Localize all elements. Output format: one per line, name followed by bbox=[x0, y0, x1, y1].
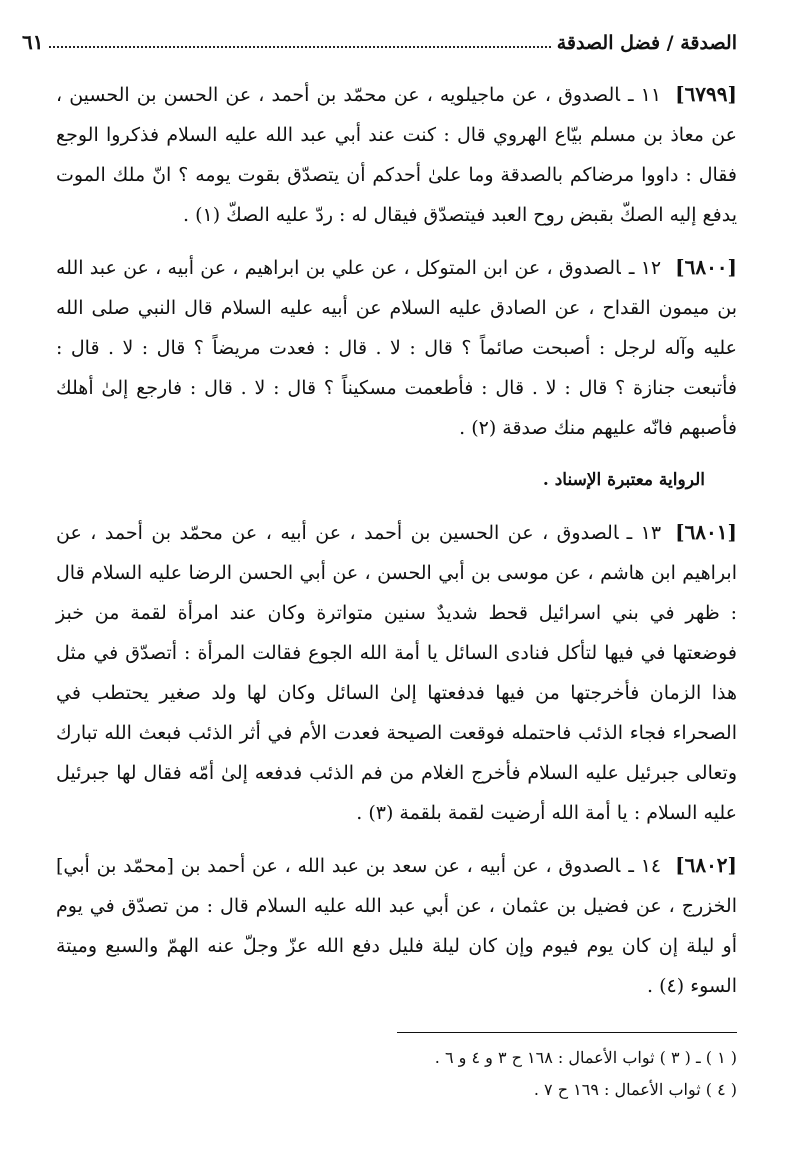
footnote: ( ١ ) ـ ( ٣ ) ثواب الأعمال : ١٦٨ ح ٣ و ٤ و ٦ . bbox=[434, 1048, 737, 1067]
chain-assessment-note: الرواية معتبرة الإسناد . bbox=[542, 470, 705, 490]
hadith-index: ١٢ ـ bbox=[628, 257, 662, 279]
spacer bbox=[56, 833, 737, 845]
footnote-separator bbox=[397, 1032, 737, 1033]
hadith-paragraph bbox=[56, 247, 737, 448]
hadith-text: الصدوق ، عن ماجيلويه ، عن محمّد بن أحمد ، عن الحسن بن الحسين ، عن معاذ بن مسلم بيّاع الهروي قال : كنت عند أبي عبد الله عليه السلام فذكروا الوجع فقال : داووا مرضاكم بالصدقة وما علىٰ أحدكم أن يتصدّق بقوت يومه ؟ انّ ملك الموت يدفع إليه الصكّ بقبض روح العبد فيتصدّق فيقال له : ردّ عليه الصكّ (١) . bbox=[56, 84, 737, 226]
page-body bbox=[56, 74, 737, 1006]
hadith-paragraph bbox=[56, 845, 737, 1006]
hadith-number: [٦٧٩٩] bbox=[675, 82, 737, 106]
hadith-text: الصدوق ، عن ابن المتوكل ، عن علي بن ابراهيم ، عن أبيه ، عن عبد الله بن ميمون القداح ، عن الصادق عليه السلام عن أبيه عليه السلام قال النبي صلى الله عليه وآله لرجل : أصبحت صائماً ؟ قال : لا . قال : فعدت مريضاً ؟ قال : لا . قال : فأتبعت جنازة ؟ قال : لا . قال : فأطعمت مسكيناً ؟ قال : لا . قال : فارجع إلىٰ أهلك فأصبهم فانّه عليهم منك صدقة (٢) . bbox=[56, 257, 737, 439]
hadith-number: [٦٨٠٢] bbox=[675, 853, 738, 877]
hadith-number: [٦٨٠٠] bbox=[675, 255, 738, 279]
page-number: ٦١ bbox=[22, 30, 44, 54]
hadith-text: الصدوق ، عن أبيه ، عن سعد بن عبد الله ، عن أحمد بن [محمّد بن أبي] الخزرج ، عن فضيل بن عثمان ، عن أبي عبد الله عليه السلام قال : من تصدّق في يوم أو ليلة إن كان يوم فيوم وإن كان ليلة فليل دفع الله عزّ وجلّ عنه الهمّ والسبع وميتة السوء (٤) . bbox=[56, 855, 738, 997]
spacer bbox=[56, 235, 737, 247]
hadith-number: [٦٨٠١] bbox=[675, 520, 737, 544]
hadith-index: ١١ ـ bbox=[628, 84, 662, 106]
hadith-index: ١٣ ـ bbox=[626, 522, 662, 544]
running-title: الصدقة / فضل الصدقة bbox=[556, 32, 737, 54]
hadith-text: الصدوق ، عن الحسين بن أحمد ، عن أبيه ، عن محمّد بن أحمد ، عن ابراهيم ابن هاشم ، عن موسى بن أبي الحسن ، عن أبي الحسن الرضا عليه السلام قال : ظهر في بني اسرائيل قحط شديدٌ سنين متواترة وكان عند امرأة لقمة من خبز فوضعتها في فيها لتأكل فنادى السائل يا أمة الله الجوع فقالت المرأة : أتصدّق في مثل هذا الزمان فأخرجتها من فيها فدفعتها إلىٰ السائل وكان لها ولد صغير يحتطب في الصحراء فجاء الذئب فاحتمله فوقعت الصيحة فعدت الأم في أثر الذئب فبعث الله تبارك وتعالى جبرئيل عليه السلام فأخرج الغلام من فم الذئب فدفعه إلىٰ أمّه فقال لها جبرئيل عليه السلام : يا أمة الله أرضيت لقمة بلقمة (٣) . bbox=[56, 522, 737, 824]
hadith-index: ١٤ ـ bbox=[628, 855, 662, 877]
footnotes bbox=[380, 1042, 737, 1106]
footnote: ( ٤ ) ثواب الأعمال : ١٦٩ ح ٧ . bbox=[533, 1080, 737, 1099]
page-header bbox=[22, 18, 737, 54]
hadith-paragraph bbox=[56, 512, 737, 833]
hadith-paragraph bbox=[56, 74, 737, 235]
dotted-leader bbox=[49, 46, 550, 48]
